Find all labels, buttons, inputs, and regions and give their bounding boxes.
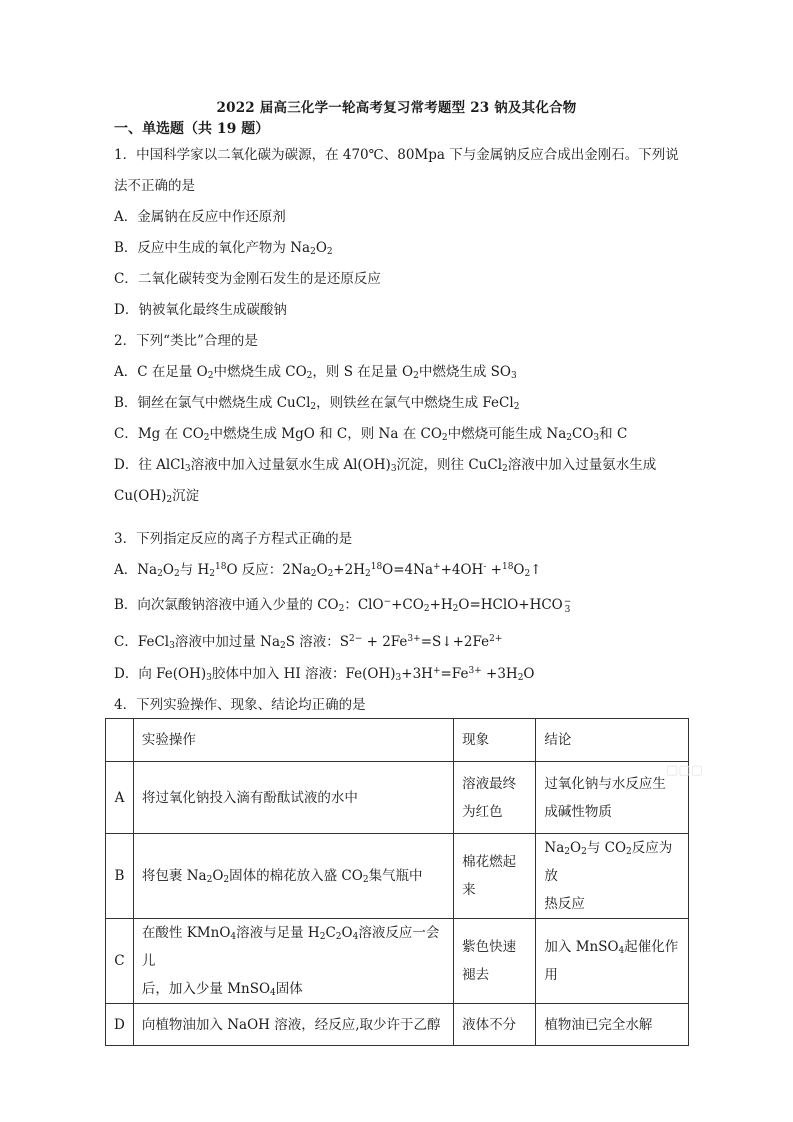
table-header-cell [106, 719, 134, 762]
table-row [106, 834, 689, 919]
table-row [106, 919, 689, 1004]
q2-option-d-line1: D．往 AlCl$_3$溶液中加入过量氨水生成 $Al(OH)_3$沉淀，则往 CuCl$_2$溶液中加入过量氨水生成 [114, 457, 657, 474]
table-row [106, 762, 689, 834]
q3-b-ion-charge: − 3 [563, 596, 572, 615]
q1-stem-line2: 法不正确的是 [114, 178, 195, 194]
document-title: 2022 届高三化学一轮高考复习常考题型 23 钠及其化合物 [216, 100, 577, 116]
q1-option-b: B．反应中生成的氧化产物为 $Na_2O_2$ [114, 240, 333, 257]
row-label: B [106, 834, 134, 919]
q4-table [105, 718, 689, 1046]
table-header-row [106, 719, 689, 762]
row-conclusion: 植物油已完全水解 [536, 1004, 689, 1046]
row-operation: 向植物油加入 NaOH 溶液，经反应,取少许于乙醇 [133, 1004, 453, 1046]
q4-stem: 4．下列实验操作、现象、结论均正确的是 [114, 697, 366, 713]
table-header-cell: 现象 [454, 719, 536, 762]
row-operation: 在酸性 KMnO$_4$溶液与足量 $H_2C_2O_4$溶液反应一会儿 后，加入少量 MnSO$_4$固体 [133, 919, 453, 1004]
q1-option-d: D．钠被氧化最终生成碳酸钠 [114, 302, 287, 318]
row-label: C [106, 919, 134, 1004]
row-conclusion: 加入 MnSO$_4$起催化作 用 [536, 919, 689, 1004]
row-phenomenon: 棉花燃起 来 [454, 834, 536, 919]
row-phenomenon: 紫色快速 褪去 [454, 919, 536, 1004]
section-heading: 一、单选题（共 19 题） [114, 121, 270, 137]
row-phenomenon: 溶液最终 为红色 [454, 762, 536, 834]
row-phenomenon: 液体不分 [454, 1004, 536, 1046]
q1-option-a: A．金属钠在反应中作还原剂 [114, 209, 286, 225]
table-header-cell: 实验操作 [133, 719, 453, 762]
q2-option-d-line2: $Cu(OH)_2$沉淀 [114, 488, 200, 505]
row-label: A [106, 762, 134, 834]
q3-option-a: A．$Na_2O_2$与 $H_2^{18}O$ 反应：$2Na_2O_2+2H_2^{18}O=4Na^++4OH^-$ $+^{18}O_2↑$ [114, 562, 542, 579]
watermark-icon: ▢▢▢ [666, 763, 703, 778]
q1-option-c: C．二氧化碳转变为金刚石发生的是还原反应 [114, 271, 381, 287]
q1-stem-line1: 1．中国科学家以二氧化碳为碳源，在 470℃、80Mpa 下与金属钠反应合成出金刚石。下列说 [114, 147, 679, 163]
table-header-cell: 结论 [536, 719, 689, 762]
q3-option-d: D．向 $Fe(OH)_3$胶体中加入 HI 溶液：$Fe(OH)_3+3H^+=Fe^{3+} +3H_2O$ [114, 666, 535, 683]
q2-option-c: C．Mg 在 $CO_2$中燃烧生成 MgO 和 C，则 Na 在 $CO_2$中燃烧可能生成 $Na_2CO_3$和 C [114, 426, 628, 443]
q3-option-b: B．向次氯酸钠溶液中通入少量的 $CO_2$：$ClO^-+CO_2+H_2O=HClO+HCO$ − 3 [114, 596, 572, 615]
q2-stem: 2．下列“类比”合理的是 [114, 333, 258, 349]
row-conclusion: 过氧化钠与水反应生 成碱性物质 [536, 762, 689, 834]
q2-option-a: A．C 在足量 $O_2$中燃烧生成 $CO_2$，则 S 在足量 $O_2$中燃烧生成 $SO_3$ [114, 364, 517, 381]
row-operation: 将包裹 $Na_2O_2$固体的棉花放入盛 $CO_2$集气瓶中 [133, 834, 453, 919]
q3-stem: 3．下列指定反应的离子方程式正确的是 [114, 531, 353, 547]
row-operation: 将过氧化钠投入滴有酚酞试液的水中 [133, 762, 453, 834]
row-conclusion: $Na_2O_2$与 $CO_2$反应为放 热反应 [536, 834, 689, 919]
q2-option-b: B．铜丝在氯气中燃烧生成 CuCl$_2$，则铁丝在氯气中燃烧生成 FeCl$_2$ [114, 395, 520, 412]
q3-option-c: C．FeCl$_3$溶液中加过量 $Na_2S$ 溶液：$S^{2-}$ + $2Fe^{3+}=S↓+2Fe^{2+}$ [114, 634, 503, 651]
row-label: D [106, 1004, 134, 1046]
table-row [106, 1004, 689, 1046]
